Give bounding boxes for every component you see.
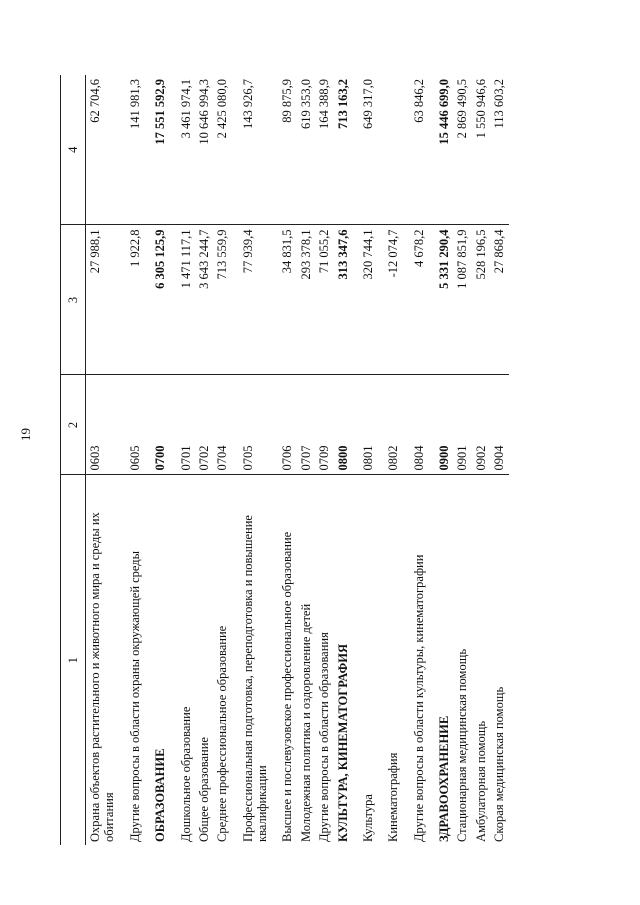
row-code-cell: 0901 <box>453 375 471 475</box>
row-name-cell: Профессиональная подготовка, переподготовка и повышение квалификации <box>240 515 269 842</box>
row-code-cell: 0707 <box>297 375 315 475</box>
row-value3-cell: 1 087 851,9 <box>453 225 471 375</box>
row-code-cell: 0900 <box>428 375 453 475</box>
row-code-cell: 0603 <box>86 375 119 475</box>
row-value4-cell: 113 603,2 <box>490 75 508 225</box>
row-value4-cell: 649 317,0 <box>352 75 377 225</box>
row-code-cell: 0802 <box>377 375 402 475</box>
table-row <box>490 75 508 845</box>
row-name-cell: Охрана объектов растительного и животного мира и среды их обитания <box>88 512 117 842</box>
row-name-cell: Другие вопросы в области образования <box>317 632 332 842</box>
header-row <box>61 75 86 845</box>
row-value4-cell: 10 646 994,3 <box>195 75 213 225</box>
row-value4-cell: 17 551 592,9 <box>144 75 169 225</box>
row-value4-cell: 3 461 974,1 <box>170 75 195 225</box>
row-value3-cell: 71 055,2 <box>315 225 333 375</box>
row-name-cell: Среднее профессиональное образование <box>215 625 230 842</box>
row-name-cell: Амбулаторная помощь <box>473 720 488 842</box>
table-row <box>232 75 272 845</box>
row-code-cell: 0605 <box>119 375 144 475</box>
row-code-cell: 0700 <box>144 375 169 475</box>
row-code-cell: 0705 <box>232 375 272 475</box>
table-row <box>297 75 315 845</box>
table-row <box>86 75 119 845</box>
table-row <box>334 75 352 845</box>
row-value3-cell: -12 074,7 <box>377 225 402 375</box>
row-value3-cell: 1 922,8 <box>119 225 144 375</box>
row-value4-cell: 713 163,2 <box>334 75 352 225</box>
table-row <box>428 75 453 845</box>
row-value3-cell: 713 559,9 <box>213 225 231 375</box>
row-code-cell: 0706 <box>271 375 296 475</box>
row-value3-cell: 77 939,4 <box>232 225 272 375</box>
row-name-cell: Скорая медицинская помощь <box>492 686 507 842</box>
row-value3-cell: 6 305 125,9 <box>144 225 169 375</box>
row-name-cell: Кинематография <box>386 752 401 842</box>
row-value4-cell: 141 981,3 <box>119 75 144 225</box>
row-value3-cell: 27 988,1 <box>86 225 119 375</box>
row-name-cell: Культура <box>360 794 375 842</box>
row-value4-cell: 164 388,9 <box>315 75 333 225</box>
page-number: 19 <box>18 428 33 441</box>
row-value3-cell: 34 831,5 <box>271 225 296 375</box>
rotated-table-container <box>60 75 509 845</box>
budget-table <box>60 75 509 845</box>
row-value4-cell <box>377 75 402 225</box>
column-header-4: 4 <box>61 75 86 225</box>
row-value4-cell: 89 875,9 <box>271 75 296 225</box>
table-header <box>61 75 86 845</box>
row-value3-cell: 27 868,4 <box>490 225 508 375</box>
table-row <box>144 75 169 845</box>
row-value3-cell: 528 196,5 <box>472 225 490 375</box>
row-name-cell: ОБРАЗОВАНИЕ <box>153 748 168 842</box>
row-value4-cell: 2 425 080,0 <box>213 75 231 225</box>
table-row <box>119 75 144 845</box>
row-code-cell: 0709 <box>315 375 333 475</box>
row-code-cell: 0804 <box>403 375 428 475</box>
table-row <box>315 75 333 845</box>
row-value3-cell: 293 378,1 <box>297 225 315 375</box>
table-row <box>403 75 428 845</box>
row-value3-cell: 5 331 290,4 <box>428 225 453 375</box>
row-name-cell: Дошкольное образование <box>178 706 193 842</box>
row-code-cell: 0800 <box>334 375 352 475</box>
table-row <box>453 75 471 845</box>
row-name-cell: Другие вопросы в области охраны окружающей среды <box>127 550 142 842</box>
row-name-cell: Стационарная медицинская помощь <box>455 648 470 842</box>
row-value3-cell: 313 347,6 <box>334 225 352 375</box>
row-value4-cell: 15 446 699,0 <box>428 75 453 225</box>
row-code-cell: 0704 <box>213 375 231 475</box>
table-body <box>86 75 509 845</box>
table-row <box>377 75 402 845</box>
row-value4-cell: 619 353,0 <box>297 75 315 225</box>
row-code-cell: 0701 <box>170 375 195 475</box>
table-row <box>352 75 377 845</box>
table-row <box>195 75 213 845</box>
row-value3-cell: 1 471 117,1 <box>170 225 195 375</box>
row-name-cell: Другие вопросы в области культуры, кинематографии <box>411 554 426 842</box>
row-code-cell: 0902 <box>472 375 490 475</box>
table-row <box>472 75 490 845</box>
row-value4-cell: 1 550 946,6 <box>472 75 490 225</box>
column-header-3: 3 <box>61 225 86 375</box>
row-value3-cell: 3 643 244,7 <box>195 225 213 375</box>
column-header-2: 2 <box>61 375 86 475</box>
row-name-cell: Высшее и послевузовское профессиональное образование <box>280 531 295 842</box>
row-name-cell: Молодежная политика и оздоровление детей <box>298 603 313 842</box>
column-header-1: 1 <box>61 475 86 845</box>
row-value4-cell: 62 704,6 <box>86 75 119 225</box>
row-code-cell: 0702 <box>195 375 213 475</box>
row-code-cell: 0904 <box>490 375 508 475</box>
row-value3-cell: 4 678,2 <box>403 225 428 375</box>
row-value4-cell: 2 869 490,5 <box>453 75 471 225</box>
row-value4-cell: 63 846,2 <box>403 75 428 225</box>
row-value3-cell: 320 744,1 <box>352 225 377 375</box>
table-row <box>213 75 231 845</box>
row-value4-cell: 143 926,7 <box>232 75 272 225</box>
row-name-cell: ЗДРАВООХРАНЕНИЕ <box>437 715 451 842</box>
row-code-cell: 0801 <box>352 375 377 475</box>
row-name-cell: КУЛЬТУРА, КИНЕМАТОГРАФИЯ <box>335 644 350 842</box>
row-name-cell: Общее образование <box>196 737 211 842</box>
table-row <box>170 75 195 845</box>
table-row <box>271 75 296 845</box>
